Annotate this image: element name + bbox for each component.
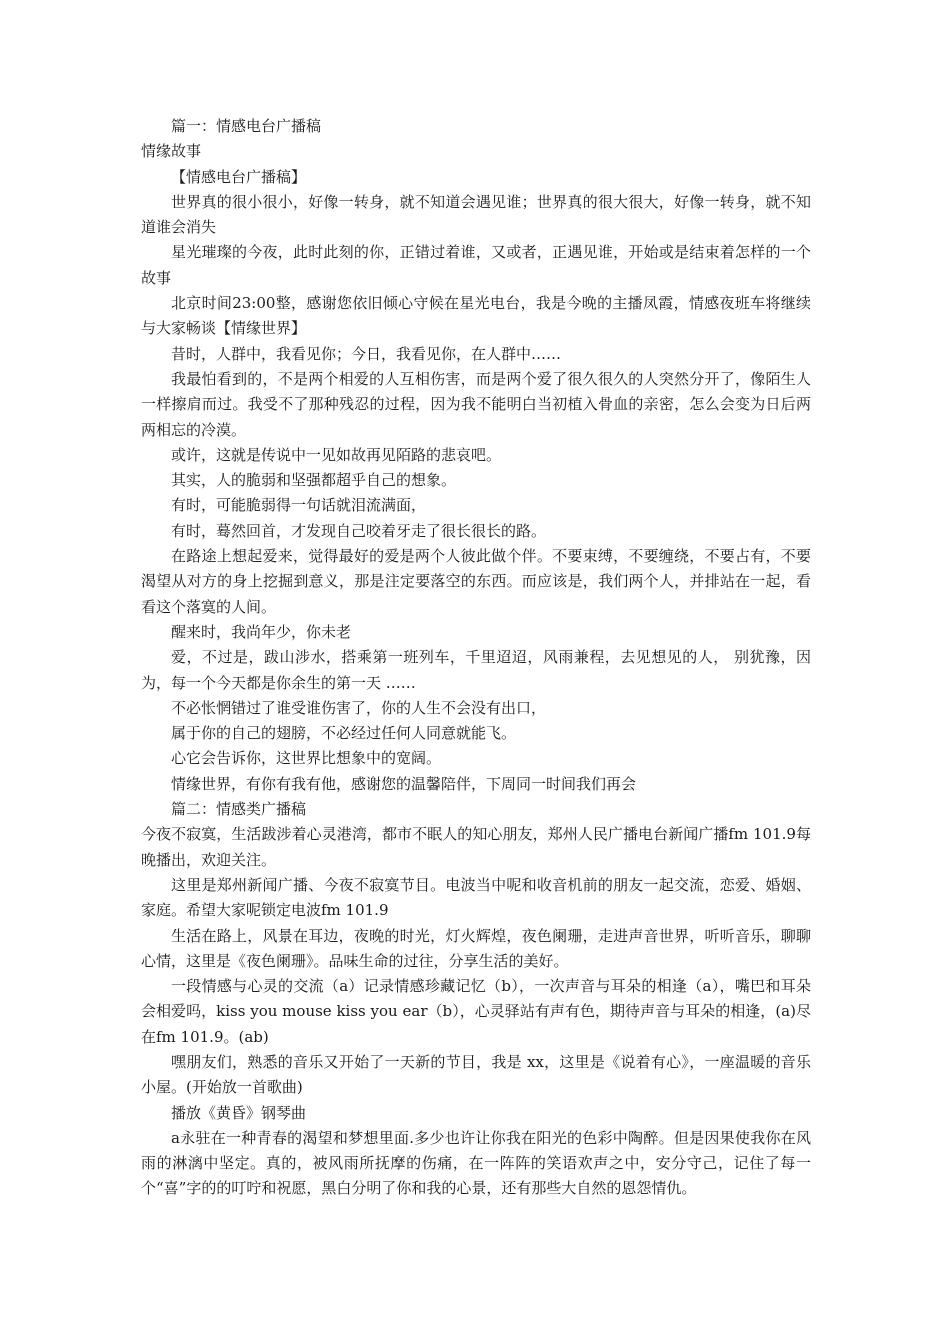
paragraph: 我最怕看到的，不是两个相爱的人互相伤害，而是两个爱了很久很久的人突然分开了，像陌生人一样擦肩而过。我受不了那种残忍的过程，因为我不能明白当初植入骨血的亲密，怎么会变为日后两两相忘的冷漠。: [141, 369, 811, 439]
section-two-intro: 今夜不寂寞，生活跋涉着心灵港湾，都市不眠人的知心朋友，郑州人民广播电台新闻广播fm 101.9每晚播出，欢迎关注。: [141, 825, 811, 869]
paragraph: 醒来时，我尚年少，你未老: [171, 622, 352, 641]
paragraph: 昔时，人群中，我看见你；今日，我看见你，在人群中……: [171, 344, 562, 363]
paragraph: 其实，人的脆弱和坚强都超乎自己的想象。: [171, 471, 457, 490]
paragraph: 生活在路上，风景在耳边，夜晚的时光，灯火辉煌，夜色阑珊，走进声音世界，听听音乐，聊聊心情，这里是《夜色阑珊》。品味生命的过往，分享生活的美好。: [141, 926, 811, 970]
section-one-title: 篇一：情感电台广播稿: [171, 117, 322, 135]
paragraph: 世界真的很小很小，好像一转身，就不知道会遇见谁；世界真的很大很大，好像一转身，就不知道谁会消失: [141, 192, 811, 237]
section-one-bracket-title: 【情感电台广播稿】: [171, 167, 307, 186]
paragraph: 有时，蓦然回首，才发现自己咬着牙走了很长很长的路。: [171, 521, 547, 540]
paragraph: a永驻在一种青春的渴望和梦想里面.多少也许让你我在阳光的色彩中陶醉。但是因果使我你在风雨的淋漓中坚定。真的，被风雨所抚摩的伤痛，在一阵阵的笑语欢声之中，安分守己，记住了每一个“喜”字的的叮咛和祝愿，黑白分明了你和我的心景，还有那些大自然的恩怨情仇。: [141, 1128, 811, 1198]
paragraph: 情缘世界，有你有我有他，感谢您的温馨陪伴，下周同一时间我们再会: [171, 774, 637, 793]
paragraph: 北京时间23:00整，感谢您依旧倾心守候在星光电台，我是今晚的主播凤霞，情感夜班车将继续与大家畅谈【情缘世界】: [141, 294, 811, 338]
paragraph: 星光璀璨的今夜，此时此刻的你，正错过着谁，又或者，正遇见谁，开始或是结束着怎样的一个故事: [141, 243, 811, 287]
section-one-subtitle: 情缘故事: [141, 142, 202, 161]
paragraph: 播放《黄昏》钢琴曲: [171, 1103, 307, 1122]
section-two-title: 篇二：情感类广播稿: [171, 800, 307, 819]
paragraph: 一段情感与心灵的交流（a）记录情感珍藏记忆（b），一次声音与耳朵的相逢（a），嘴巴和耳朵会相爱吗，kiss you mouse kiss you ear（b），心灵驿站有声有色，期待声音与耳朵的相逢，(a)尽在fm 101.9。(ab): [141, 977, 811, 1046]
paragraph: 这里是郑州新闻广播、今夜不寂寞节目。电波当中呢和收音机前的朋友一起交流，恋爱、婚姻、家庭。希望大家呢锁定电波fm 101.9: [141, 875, 811, 920]
paragraph: 有时，可能脆弱得一句话就泪流满面，: [171, 496, 427, 515]
paragraph: 或许，这就是传说中一见如故再见陌路的悲哀吧。: [171, 445, 502, 464]
paragraph: 爱，不过是，跋山涉水，搭乘第一班列车，千里迢迢，风雨兼程，去见想见的人， 别犹豫，因为，每一个今天都是你余生的第一天 ……: [141, 648, 811, 692]
paragraph: 在路途上想起爱来，觉得最好的爱是两个人彼此做个伴。不要束缚，不要缠绕，不要占有，不要渴望从对方的身上挖掘到意义，那是注定要落空的东西。而应该是，我们两个人，并排站在一起，看看这个落寞的人间。: [141, 547, 811, 616]
paragraph: 不必怅惘错过了谁受谁伤害了，你的人生不会没有出口，: [171, 698, 547, 717]
paragraph: 嘿朋友们，熟悉的音乐又开始了一天新的节目，我是 xx，这里是《说着有心》，一座温暖的音乐小屋。(开始放一首歌曲): [141, 1052, 811, 1097]
paragraph: 属于你的自己的翅膀，不必经过任何人同意就能飞。: [171, 724, 517, 743]
document-page: [141, 114, 811, 1202]
paragraph: 心它会告诉你，这世界比想象中的宽阔。: [171, 749, 442, 768]
